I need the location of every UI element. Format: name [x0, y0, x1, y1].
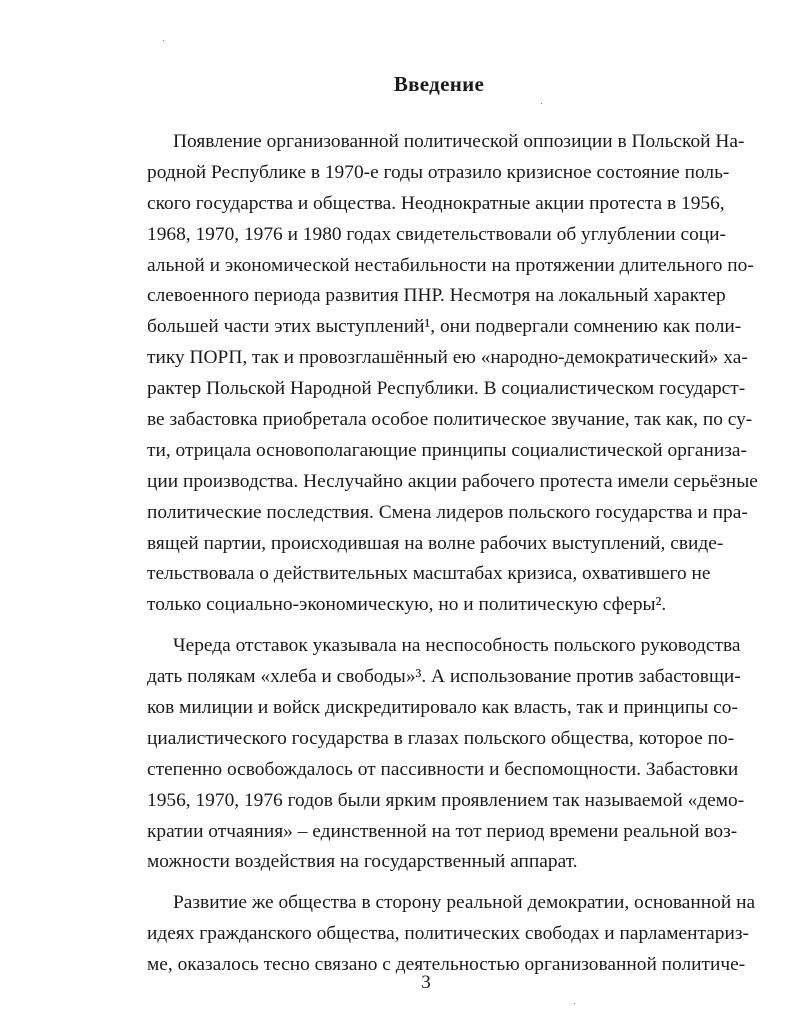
text-line: ков милиции и войск дискредитировало как власть, так и принципы со-: [147, 697, 738, 719]
text-line: ции производства. Неслучайно акции рабочего протеста имели серьёзные: [147, 470, 758, 492]
text-line: идеях гражданского общества, политических свободах и парламентариз-: [147, 923, 749, 945]
text-line: политические последствия. Смена лидеров польского государства и пра-: [147, 501, 748, 523]
text-line: большей части этих выступлений¹, они подвергали сомнению как поли-: [147, 316, 742, 338]
text-line: рактер Польской Народной Республики. В социалистическом государст-: [147, 378, 746, 400]
text-line: циалистического государства в глазах польского общества, которое по-: [147, 727, 735, 749]
text-line: Череда отставок указывала на неспособность польского руководства: [173, 635, 741, 657]
body-text: [147, 127, 758, 981]
text-line: 1968, 1970, 1976 и 1980 годах свидетельствовали об углублении соци-: [147, 223, 726, 245]
scan-speck: [574, 1003, 575, 1004]
text-line: ского государства и общества. Неоднократные акции протеста в 1956,: [147, 192, 725, 214]
paragraph: [147, 631, 745, 878]
text-line: 1956, 1970, 1976 годов были ярким проявлением так называемой «демо-: [147, 789, 745, 811]
text-line: ве забастовка приобретала особое политическое звучание, так как, по су-: [147, 409, 753, 431]
text-line: дать полякам «хлеба и свободы»³. А использование против забастовщи-: [147, 666, 741, 688]
text-line: слевоенного периода развития ПНР. Несмотря на локальный характер: [147, 285, 726, 307]
text-line: ме, оказалось тесно связано с деятельностью организованной политиче-: [147, 954, 746, 976]
text-line: кратии отчаяния» – единственной на тот период времени реальной воз-: [147, 820, 738, 842]
text-line: Появление организованной политической оппозиции в Польской На-: [173, 131, 745, 152]
text-line: ти, отрицала основополагающие принципы социалистической организа-: [147, 439, 747, 461]
scan-speck: [163, 40, 164, 41]
paragraph: [147, 127, 758, 621]
text-line: тельствовала о действительных масштабах кризиса, охватившего не: [147, 563, 711, 585]
page-title: Введение: [393, 72, 485, 96]
text-line: степенно освобождалось от пассивности и беспомощности. Забастовки: [147, 758, 739, 780]
text-line: родной Республике в 1970-е годы отразило кризисное состояние поль-: [147, 161, 730, 183]
text-line: только социально-экономическую, но и политическую сферы².: [147, 594, 667, 616]
text-line: тику ПОРП, так и провозглашённый ею «народно-демократический» ха-: [147, 347, 748, 369]
text-line: альной и экономической нестабильности на протяжении длительного по-: [147, 254, 754, 276]
scan-speck: [541, 103, 542, 104]
paragraph: [147, 888, 756, 981]
text-line: можности воздействия на государственный аппарат.: [147, 851, 578, 873]
text-line: Развитие же общества в сторону реальной демократии, основанной на: [173, 892, 756, 914]
page-number: 3: [421, 972, 431, 993]
text-line: вящей партии, происходившая на волне рабочих выступлений, свиде-: [147, 532, 724, 554]
